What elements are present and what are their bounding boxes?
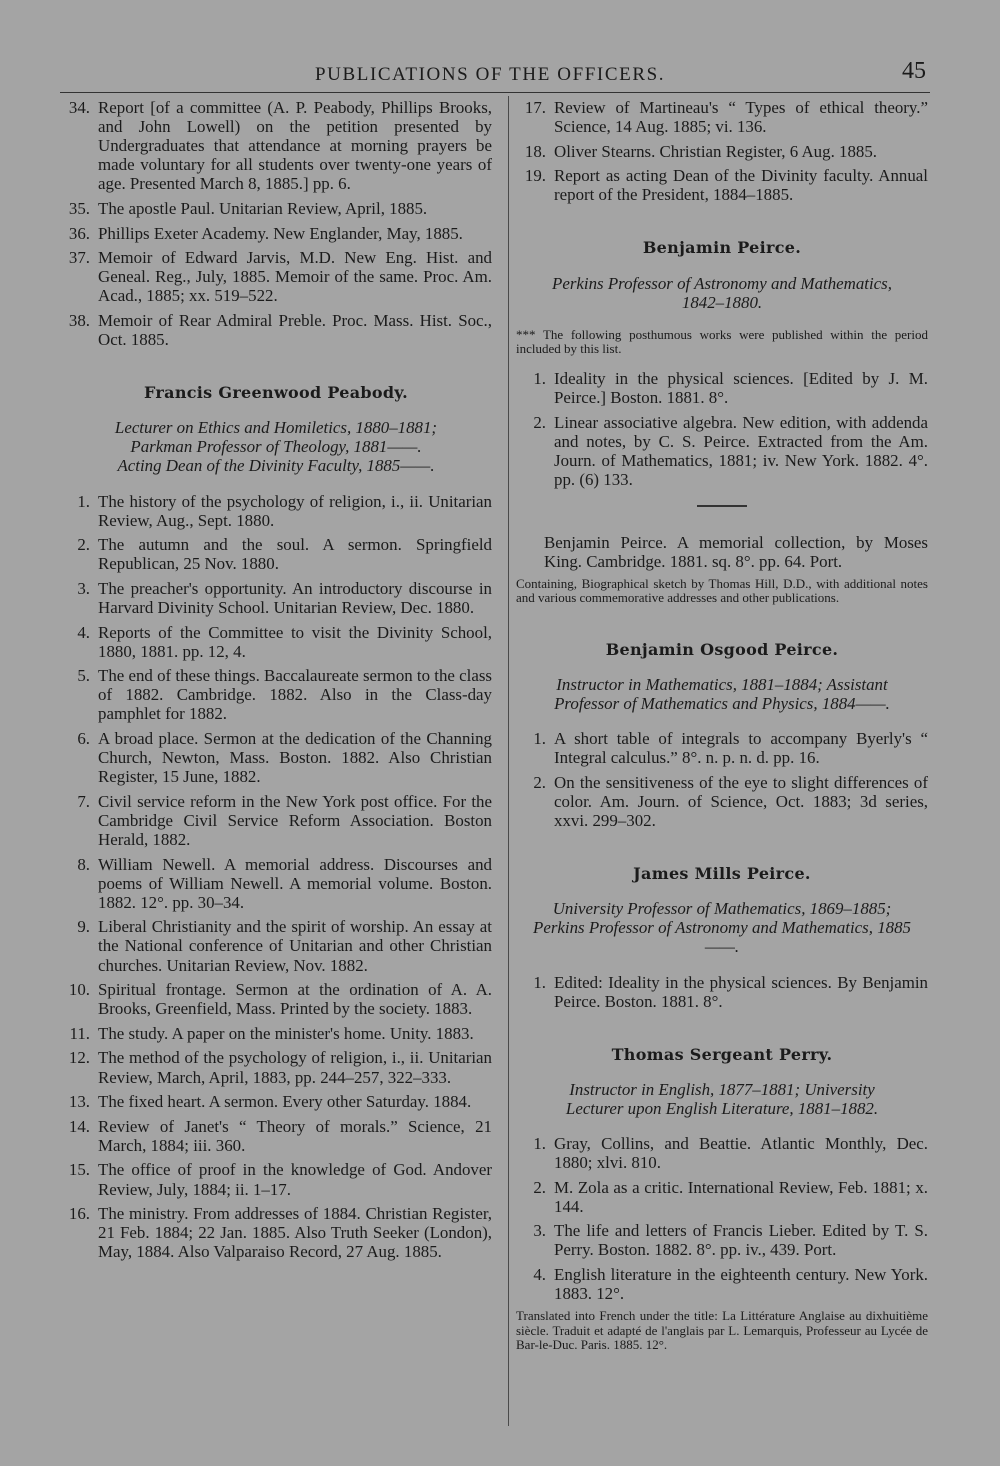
item-text: The ministry. From addresses of 1884. Christian Register, 21 Feb. 1884; 22 Jan. 1885. Also Truth Seeker (London), May, 1884. Also Valparaiso Record, 27 Aug. 1885. — [98, 1204, 492, 1262]
item-text: M. Zola as a critic. International Review, Feb. 1881; x. 144. — [554, 1177, 928, 1216]
item-number: 17. — [524, 98, 546, 117]
title-line: Parkman Professor of Theology, 1881——. — [130, 437, 422, 457]
item-text: The office of proof in the knowledge of God. Andover Review, July, 1884; ii. 1–17. — [98, 1160, 492, 1199]
item-number: 9. — [77, 917, 90, 937]
memorial-note: Containing, Biographical sketch by Thomas Hill, D.D., with additional notes and various commemorative addresses and other publications. — [516, 575, 928, 606]
person-titles — [66, 418, 486, 475]
title-line: Lecturer upon English Literature, 1881–1882. — [565, 1098, 879, 1118]
item-text: A short table of integrals to accompany Byerly's “ Integral calculus.” 8°. n. p. n. d. pp. 16. — [554, 729, 928, 768]
item-text: The autumn and the soul. A sermon. Springfield Republican, 25 Nov. 1880. — [98, 535, 492, 574]
item-number: 1. — [77, 491, 90, 511]
item-number: 10. — [68, 980, 90, 1000]
list-item — [60, 666, 492, 723]
person-heading: Benjamin Osgood Peirce. — [605, 639, 839, 659]
list-item — [60, 98, 492, 193]
running-title: PUBLICATIONS OF THE OFFICERS. — [315, 64, 666, 85]
item-text: Memoir of Rear Admiral Preble. Proc. Mass. Hist. Soc., Oct. 1885. — [98, 310, 492, 350]
item-text: The apostle Paul. Unitarian Review, April, 1885. — [98, 198, 428, 218]
list-item — [60, 1204, 492, 1261]
list-item — [516, 1134, 928, 1172]
list-item — [60, 535, 492, 573]
title-line: Perkins Professor of Astronomy and Mathematics, 1885——. — [533, 918, 911, 957]
item-text: Spiritual frontage. Sermon at the ordination of A. A. Brooks, Greenfield, Mass. Printed by the society. 1883. — [98, 980, 492, 1019]
item-text: Oliver Stearns. Christian Register, 6 Aug. 1885. — [554, 141, 878, 161]
item-number: 8. — [77, 854, 90, 874]
list-item — [516, 773, 928, 830]
item-text: The study. A paper on the minister's home. Unity. 1883. — [98, 1023, 474, 1043]
item-number: 12. — [68, 1048, 90, 1068]
list-item — [516, 142, 928, 161]
item-text: Liberal Christianity and the spirit of worship. An essay at the National conference of Unitarian and other Christian churches. Unitarian Review, Nov. 1882. — [98, 917, 492, 975]
item-text: The preacher's opportunity. An introductory discourse in Harvard Divinity School. Unitarian Review, Dec. 1880. — [98, 578, 492, 617]
item-text: On the sensitiveness of the eye to slight differences of color. Am. Journ. of Science, Oct. 1883; 3d series, xxvi. 299–302. — [554, 772, 928, 831]
person-heading: Francis Greenwood Peabody. — [144, 383, 408, 403]
list-item — [516, 369, 928, 407]
item-text: Report [of a committee (A. P. Peabody, Phillips Brooks, and John Lowell) on the petition presented by Undergraduates that attendance at morning prayers be made voluntary for all students over twenty-one years of age. Presented March 8, 1885.] pp. 6. — [98, 98, 492, 194]
person-titles — [522, 1080, 922, 1118]
section-rule — [697, 505, 747, 507]
list-item — [60, 1117, 492, 1155]
item-text: Ideality in the physical sciences. [Edited by J. M. Peirce.] Boston. 1881. 8°. — [554, 368, 928, 408]
list-item — [60, 1092, 492, 1111]
list-item — [516, 1221, 928, 1259]
title-line: Lecturer on Ethics and Homiletics, 1880–1881; — [114, 418, 438, 438]
item-number: 16. — [68, 1204, 90, 1224]
list-item — [516, 1178, 928, 1216]
item-text: William Newell. A memorial address. Discourses and poems of William Newell. A memorial volume. Boston. 1882. 12°. pp. 30–34. — [98, 854, 492, 912]
title-line: Perkins Professor of Astronomy and Mathematics, — [552, 273, 892, 293]
item-text: Reports of the Committee to visit the Divinity School, 1880, 1881. pp. 12, 4. — [98, 622, 492, 661]
list-item — [60, 1160, 492, 1198]
item-number: 2. — [533, 1177, 546, 1197]
item-text: Memoir of Edward Jarvis, M.D. New Eng. Hist. and Geneal. Reg., July, 1885. Memoir of the same. Proc. Am. Acad., 1885; xx. 519–522. — [98, 248, 492, 306]
item-number: 1. — [533, 1133, 546, 1153]
item-text: Review of Martineau's “ Types of ethical theory.” Science, 14 Aug. 1885; vi. 136. — [554, 98, 928, 137]
item-number: 2. — [77, 535, 90, 555]
list-item — [60, 311, 492, 349]
list-item — [60, 1024, 492, 1043]
memorial-entry: Benjamin Peirce. A memorial collection, by Moses King. Cambridge. 1881. sq. 8°. pp. 64. Port. — [544, 532, 928, 571]
item-number: 3. — [533, 1221, 546, 1241]
list-item — [60, 792, 492, 849]
title-line: Acting Dean of the Divinity Faculty, 1885——. — [117, 456, 435, 476]
item-text: Review of Janet's “ Theory of morals.” Science, 21 March, 1884; iii. 360. — [98, 1116, 492, 1155]
item-number: 1. — [533, 368, 546, 388]
person-titles — [522, 675, 922, 713]
list-item — [60, 729, 492, 786]
list-item — [60, 1048, 492, 1086]
item-number: 35. — [68, 198, 90, 218]
item-number: 4. — [77, 622, 90, 642]
item-number: 6. — [77, 729, 90, 749]
item-number: 2. — [533, 772, 546, 792]
item-text: The method of the psychology of religion, i., ii. Unitarian Review, March, April, 1883, pp. 244–257, 322–333. — [98, 1048, 492, 1087]
person-titles — [522, 899, 922, 956]
item-number: 18. — [524, 141, 546, 161]
person-heading: Thomas Sergeant Perry. — [611, 1044, 833, 1064]
item-text: The fixed heart. A sermon. Every other Saturday. 1884. — [98, 1092, 472, 1112]
list-item — [516, 413, 928, 489]
list-item — [60, 917, 492, 974]
item-text: The end of these things. Baccalaureate sermon to the class of 1882. Cambridge. 1882. Also in the Class-day pamphlet for 1882. — [98, 666, 492, 724]
list-item — [60, 623, 492, 661]
item-number: 4. — [533, 1265, 546, 1285]
list-item — [516, 98, 928, 136]
item-number: 37. — [68, 248, 90, 268]
list-item — [60, 224, 492, 243]
item-number: 1. — [533, 972, 546, 992]
item-number: 19. — [524, 166, 546, 186]
item-number: 15. — [68, 1160, 90, 1180]
item-text: Gray, Collins, and Beattie. Atlantic Monthly, Dec. 1880; xlvi. 810. — [554, 1133, 928, 1173]
list-item — [60, 492, 492, 530]
item-number: 38. — [68, 310, 90, 330]
title-line: Instructor in Mathematics, 1881–1884; Assistant — [556, 674, 888, 694]
title-line: Professor of Mathematics and Physics, 1884——. — [554, 694, 890, 714]
list-item — [60, 855, 492, 912]
item-text: English literature in the eighteenth century. New York. 1883. 12°. — [554, 1265, 928, 1304]
item-number: 34. — [68, 98, 90, 117]
item-text: Edited: Ideality in the physical sciences. By Benjamin Peirce. Boston. 1881. 8°. — [554, 972, 928, 1011]
item-number: 13. — [68, 1092, 90, 1112]
title-line: Instructor in English, 1877–1881; University — [569, 1079, 875, 1099]
list-item — [516, 729, 928, 767]
translation-note: Translated into French under the title: La Littérature Anglaise au dixhuitième siècle. Traduit et adapté de l'anglais par L. Lemarquis, Professeur au Lycée de Bar-le-Duc. Paris. 1885. 12°. — [516, 1308, 928, 1353]
item-number: 3. — [77, 578, 90, 598]
item-text: Report as acting Dean of the Divinity faculty. Annual report of the President, 1884–1885. — [554, 166, 928, 205]
title-line: University Professor of Mathematics, 1869–1885; — [552, 899, 892, 919]
list-item — [60, 199, 492, 218]
item-text: The life and letters of Francis Lieber. Edited by T. S. Perry. Boston. 1882. 8°. pp. iv., 439. Port. — [554, 1221, 928, 1260]
person-titles — [522, 274, 922, 312]
item-text: A broad place. Sermon at the dedication of the Channing Church, Newton, Mass. Boston. 1882. Also Christian Register, 15 June, 1882. — [98, 729, 492, 787]
item-text: Linear associative algebra. New edition, with addenda and notes, by C. S. Peirce. Extracted from the Am. Journ. of Mathematics, 1881; iv. New York. 1882. 4°. pp. (6) 133. — [554, 412, 928, 489]
page-header — [60, 58, 930, 93]
item-number: 2. — [533, 412, 546, 432]
column-divider — [508, 96, 509, 1426]
list-item — [60, 579, 492, 617]
person-heading: James Mills Peirce. — [633, 864, 811, 884]
item-text: The history of the psychology of religion, i., ii. Unitarian Review, Aug., Sept. 1880. — [98, 491, 492, 530]
item-text: Phillips Exeter Academy. New Englander, May, 1885. — [98, 223, 463, 243]
item-number: 14. — [68, 1116, 90, 1136]
list-item — [60, 248, 492, 305]
list-item — [60, 980, 492, 1018]
list-item — [516, 166, 928, 204]
item-number: 7. — [77, 791, 90, 811]
title-line: 1842–1880. — [681, 292, 763, 312]
item-number: 11. — [69, 1023, 90, 1043]
right-column — [516, 98, 928, 1365]
item-number: 36. — [68, 223, 90, 243]
item-number: 1. — [533, 729, 546, 749]
editorial-note: *** The following posthumous works were published within the period included by this list. — [516, 326, 928, 357]
list-item — [516, 1265, 928, 1303]
item-number: 5. — [77, 666, 90, 686]
person-heading: Benjamin Peirce. — [642, 238, 802, 258]
left-column — [60, 98, 492, 1267]
page-number: 45 — [902, 58, 926, 84]
list-item — [516, 973, 928, 1011]
item-text: Civil service reform in the New York post office. For the Cambridge Civil Service Reform Association. Boston Herald, 1882. — [98, 791, 492, 849]
